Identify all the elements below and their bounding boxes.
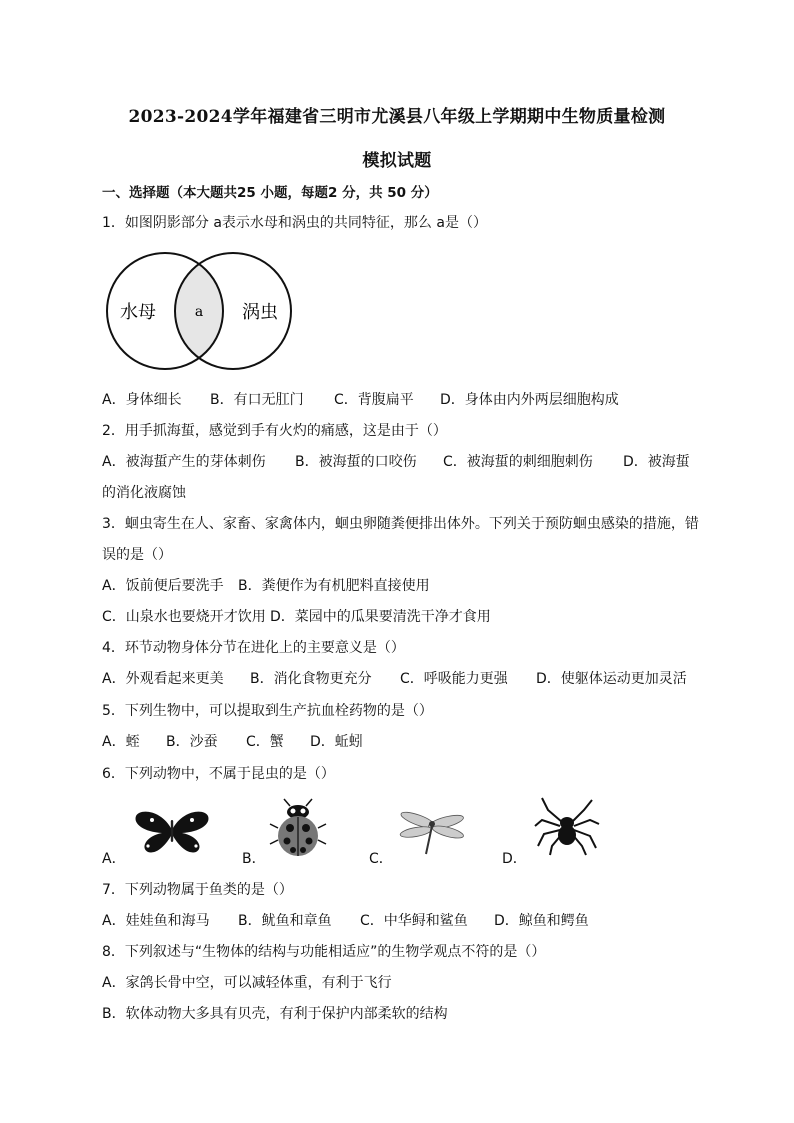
q1-option-d: D．身体由内外两层细胞构成 bbox=[440, 392, 619, 408]
q3-stem-line2: 误的是（） bbox=[102, 547, 172, 563]
q7-option-b: B．鱿鱼和章鱼 bbox=[238, 913, 332, 929]
q2-option-d-cont: 的消化液腐蚀 bbox=[102, 485, 186, 501]
q8-option-b: B．软体动物大多具有贝壳，有利于保护内部柔软的结构 bbox=[102, 1006, 448, 1022]
q1-option-c: C．背腹扁平 bbox=[334, 392, 414, 408]
q1-option-a: A．身体细长 bbox=[102, 392, 182, 408]
dragonfly-icon bbox=[396, 804, 468, 856]
q5-stem: 5．下列生物中，可以提取到生产抗血栓药物的是（） bbox=[102, 703, 433, 719]
q1-options bbox=[102, 389, 619, 409]
q8-option-a: A．家鸽长骨中空，可以减轻体重，有利于飞行 bbox=[102, 975, 392, 991]
exam-subtitle: 模拟试题 bbox=[362, 151, 432, 171]
q7-option-d: D．鲸鱼和鳄鱼 bbox=[494, 913, 589, 929]
q3-option-c: C．山泉水也要烧开才饮用 bbox=[102, 609, 266, 625]
q3-options-row2 bbox=[102, 606, 491, 626]
q2-option-d: D．被海蜇 bbox=[623, 454, 690, 470]
butterfly-icon bbox=[132, 806, 212, 856]
q4-option-a: A．外观看起来更美 bbox=[102, 671, 224, 687]
q6-option-a: A． bbox=[102, 851, 126, 867]
q3-stem-line1: 3．蛔虫寄生在人、家畜、家禽体内，蛔虫卵随粪便排出体外。下列关于预防蛔虫感染的措施，错 bbox=[102, 516, 699, 532]
q2-stem: 2．用手抓海蜇，感觉到手有火灼的痛感，这是由于（） bbox=[102, 423, 447, 439]
section-heading: 一、选择题（本大题共25 小题，每题2 分，共 50 分） bbox=[102, 185, 438, 201]
q6-option-d: D． bbox=[502, 851, 527, 867]
spider-icon bbox=[534, 796, 600, 856]
q2-options bbox=[102, 451, 690, 471]
q1-option-b: B．有口无肛门 bbox=[210, 392, 304, 408]
q4-option-b: B．消化食物更充分 bbox=[250, 671, 372, 687]
ladybug-icon bbox=[268, 798, 328, 860]
q4-option-c: C．呼吸能力更强 bbox=[400, 671, 508, 687]
q5-option-b: B．沙蚕 bbox=[166, 734, 218, 750]
venn-left-label: 水母 bbox=[120, 302, 156, 323]
q4-option-d: D．使躯体运动更加灵活 bbox=[536, 671, 687, 687]
q2-option-a: A．被海蜇产生的芽体刺伤 bbox=[102, 454, 266, 470]
venn-right-label: 涡虫 bbox=[242, 302, 278, 323]
q4-options bbox=[102, 668, 687, 688]
q7-option-a: A．娃娃鱼和海马 bbox=[102, 913, 210, 929]
q7-options bbox=[102, 910, 589, 930]
q8-stem: 8．下列叙述与“生物体的结构与功能相适应”的生物学观点不符的是（） bbox=[102, 944, 546, 960]
q2-option-b: B．被海蜇的口咬伤 bbox=[295, 454, 417, 470]
q7-stem: 7．下列动物属于鱼类的是（） bbox=[102, 882, 293, 898]
venn-diagram bbox=[102, 250, 297, 372]
q5-options bbox=[102, 731, 363, 751]
q3-option-d: D．菜园中的瓜果要清洗干净才食用 bbox=[270, 609, 491, 625]
q6-option-c: C． bbox=[369, 851, 393, 867]
q6-stem: 6．下列动物中，不属于昆虫的是（） bbox=[102, 766, 335, 782]
q3-options-row1 bbox=[102, 575, 430, 595]
q1-stem: 1．如图阴影部分 a表示水母和涡虫的共同特征，那么 a是（） bbox=[102, 215, 487, 231]
q5-option-a: A．蛭 bbox=[102, 734, 140, 750]
venn-center-label: a bbox=[194, 304, 204, 320]
q5-option-c: C．蟹 bbox=[246, 734, 284, 750]
q5-option-d: D．蚯蚓 bbox=[310, 734, 363, 750]
exam-title: 2023-2024学年福建省三明市尤溪县八年级上学期期中生物质量检测 bbox=[128, 107, 666, 127]
q7-option-c: C．中华鲟和鲨鱼 bbox=[360, 913, 468, 929]
q2-option-c: C．被海蜇的刺细胞刺伤 bbox=[443, 454, 593, 470]
q3-option-b: B．粪便作为有机肥料直接使用 bbox=[238, 578, 430, 594]
q6-option-b: B． bbox=[242, 851, 266, 867]
q3-option-a: A．饭前便后要洗手 bbox=[102, 578, 224, 594]
q4-stem: 4．环节动物身体分节在进化上的主要意义是（） bbox=[102, 640, 405, 656]
